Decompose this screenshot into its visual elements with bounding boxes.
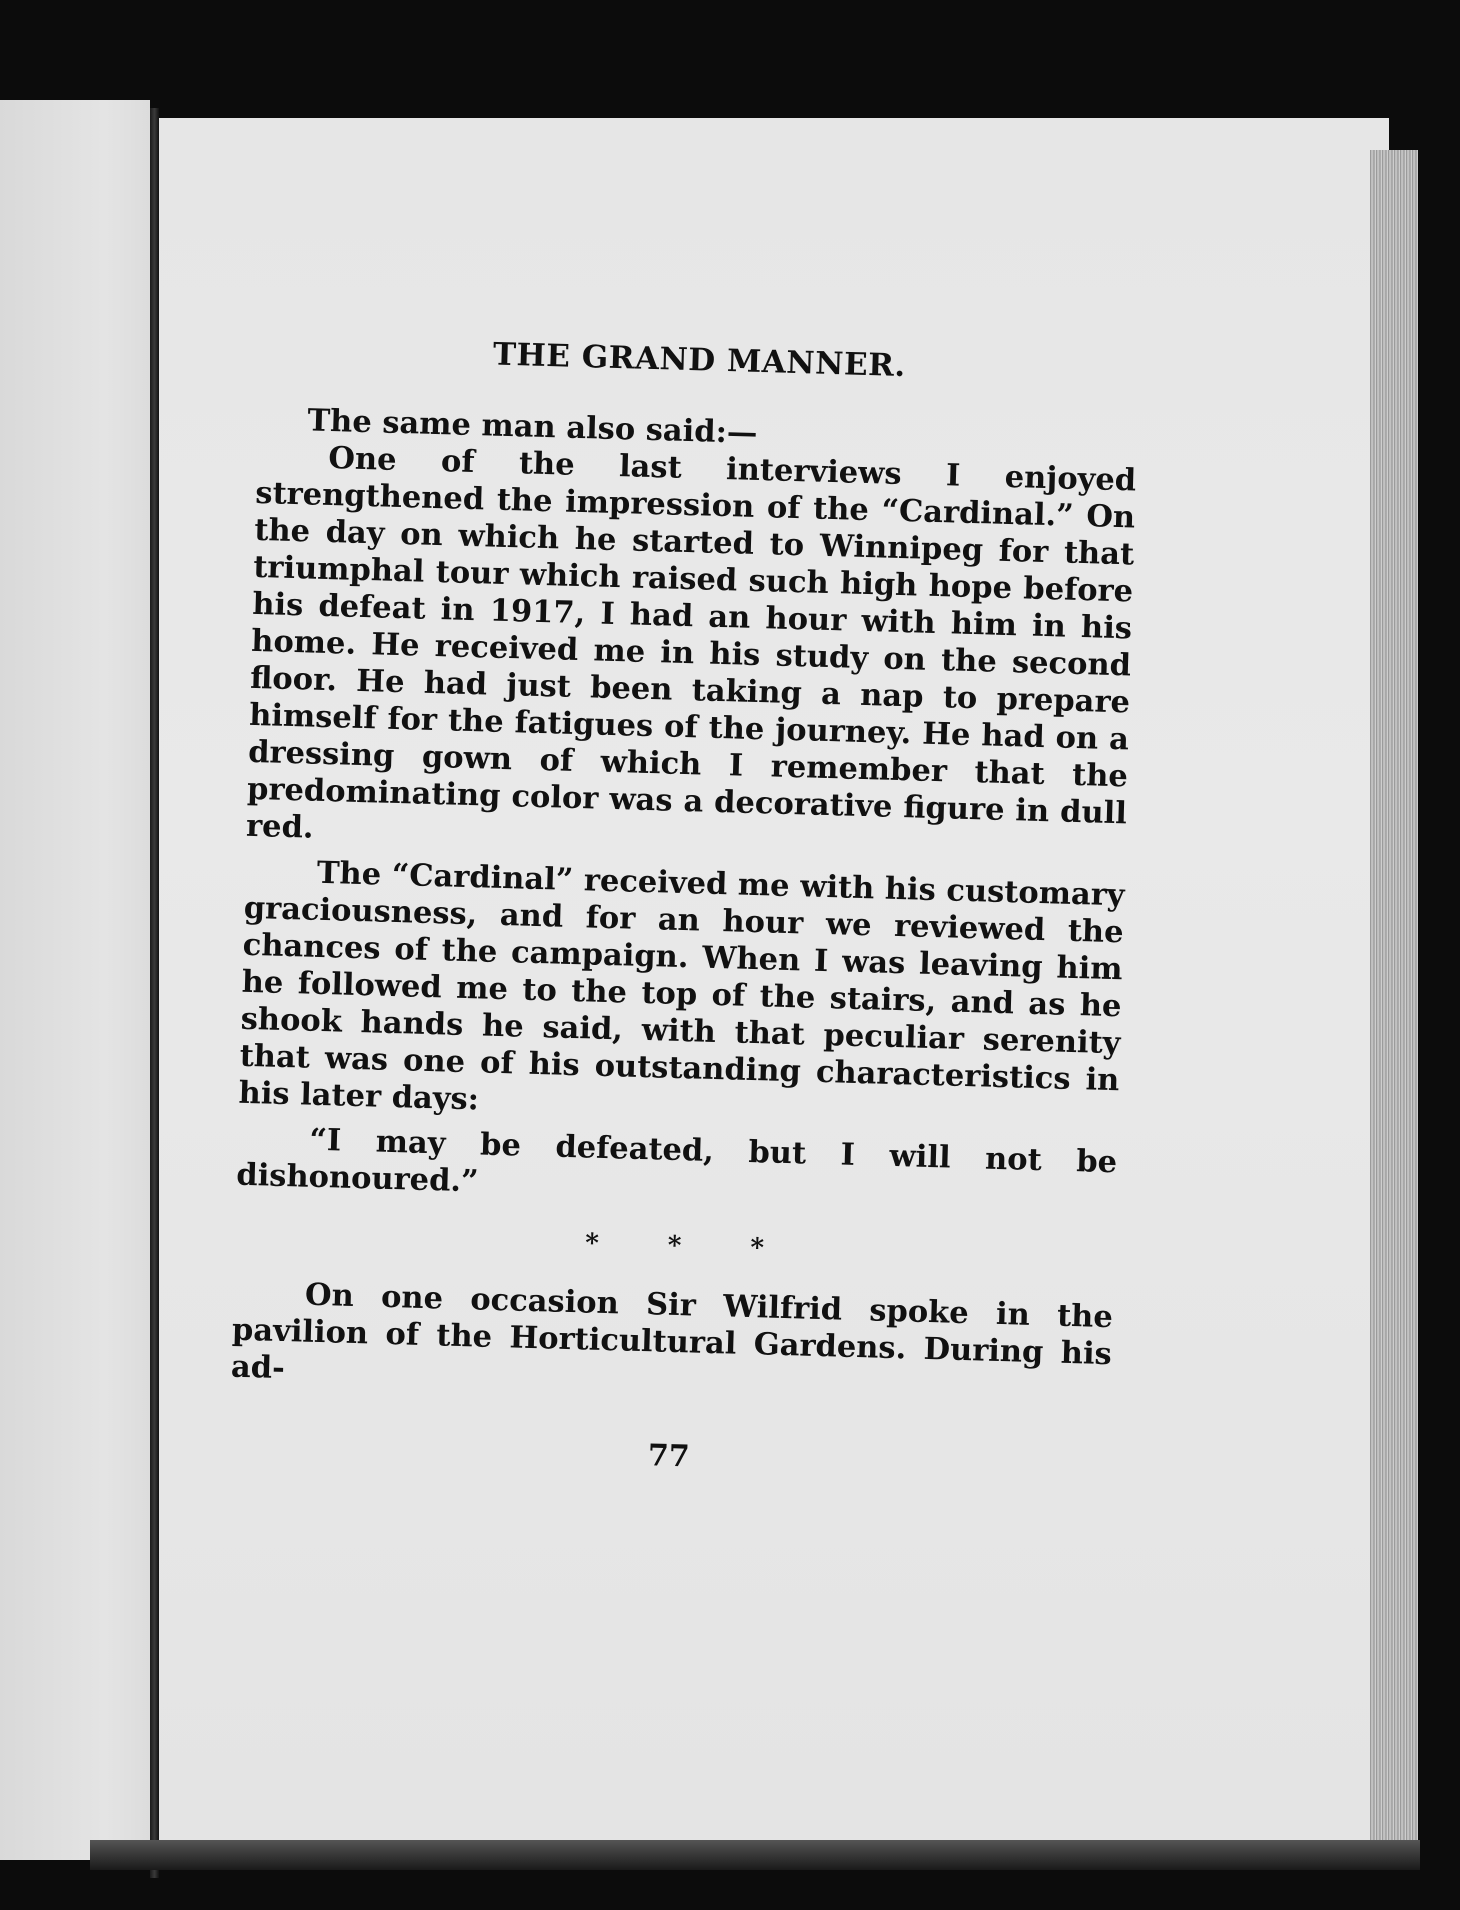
paragraph-intro: The same man also said:— bbox=[306, 402, 758, 451]
running-head: THE GRAND MANNER. bbox=[492, 336, 907, 385]
paragraph-interview: One of the last interviews I enjoyed strengthened the impression of the “Cardinal.” On the day on which he started to Winnipeg for that triumphal tour which raised such high hope before his defeat in 1917, I had an hour with him in his home. He received me in his study on the second floor. He had just been taking a nap to prepare himself for the fatigues of the journey. He had on a dressing gown of which I remember that the predominating color was a decorative figure in dull red. bbox=[245, 439, 1137, 846]
left-page-edge bbox=[0, 100, 150, 1860]
book-gutter bbox=[150, 108, 159, 1878]
paragraph-closing: On one occasion Sir Wilfrid spoke in the pavilion of the Horticultural Gardens. During his ad- bbox=[230, 1276, 1114, 1387]
page-number: 77 bbox=[647, 1438, 691, 1475]
paragraph-cardinal: The “Cardinal” received me with his customary graciousness, and for an hour we reviewed the chances of the campaign. When I was leaving him he followed me to the top of the stairs, and as he shook hands he said, with that peculiar serenity that was one of his outstanding characteristics in his later days: bbox=[238, 854, 1126, 1118]
page-stack-edges bbox=[1370, 150, 1418, 1870]
section-separator: * * * bbox=[584, 1228, 765, 1264]
page-text-block bbox=[228, 330, 1139, 1487]
bottom-page-shadow bbox=[90, 1840, 1420, 1870]
paragraph-quote: “I may be defeated, but I will not be dishonoured.” bbox=[235, 1121, 1118, 1200]
